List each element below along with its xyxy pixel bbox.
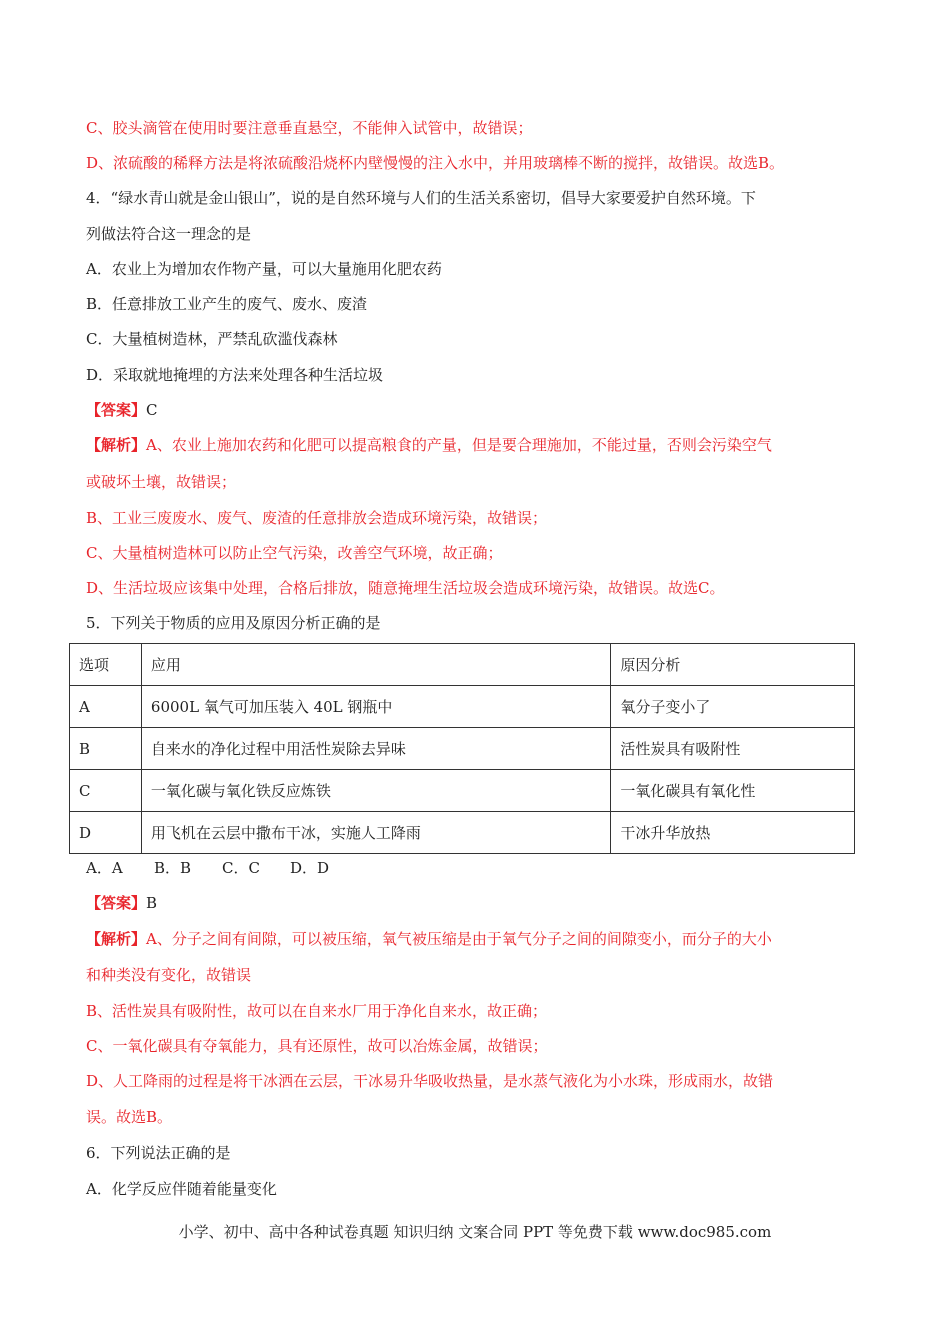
analysis-text: A、分子之间有间隙，可以被压缩，氧气被压缩是由于氧气分子之间的间隙变小，而分子的大小 (146, 930, 772, 948)
analysis-tag: 【解析】 (86, 930, 147, 948)
table-cell: 6000L 氧气可加压装入 40L 钢瓶中 (141, 686, 610, 728)
answer-value: C (146, 401, 158, 419)
table-cell: 活性炭具有吸附性 (611, 728, 855, 770)
table-cell: 一氧化碳与氧化铁反应炼铁 (141, 770, 610, 812)
question-4-answer (86, 400, 158, 420)
analysis-line: C、大量植树造林可以防止空气污染，改善空气环境，故正确； (86, 544, 503, 562)
table-header-cell: 选项 (70, 644, 142, 686)
analysis-line: C、一氧化碳具有夺氧能力，具有还原性，故可以冶炼金属，故错误； (86, 1037, 548, 1055)
option-a: A．A (86, 859, 123, 877)
table-cell: A (70, 686, 142, 728)
table-cell: B (70, 728, 142, 770)
answer-tag: 【答案】 (86, 894, 147, 912)
option-d: D．D (290, 859, 330, 877)
answer-tag: 【答案】 (86, 401, 147, 419)
analysis-line: C、胶头滴管在使用时要注意垂直悬空，不能伸入试管中，故错误； (86, 119, 533, 137)
analysis-line: 误。故选B。 (86, 1108, 173, 1126)
analysis-line: D、生活垃圾应该集中处理，合格后排放，随意掩埋生活垃圾会造成环境污染，故错误。故选C。 (86, 579, 725, 597)
table-header-cell: 原因分析 (611, 644, 855, 686)
table-cell: D (70, 812, 142, 854)
question-5-stem: 5．下列关于物质的应用及原因分析正确的是 (86, 614, 381, 632)
analysis-text: A、农业上施加农药和化肥可以提高粮食的产量，但是要合理施加，不能过量，否则会污染空气 (146, 436, 772, 454)
question-4-analysis (86, 435, 772, 455)
table-cell: 自来水的净化过程中用活性炭除去异味 (141, 728, 610, 770)
page-footer: 小学、初中、高中各种试卷真题 知识归纳 文案合同 PPT 等免费下载 www.doc985.com (178, 1223, 772, 1241)
question-4-stem-cont: 列做法符合这一理念的是 (86, 225, 252, 243)
question-4-option-c: C．大量植树造林，严禁乱砍滥伐森林 (86, 330, 338, 348)
analysis-line: 或破坏土壤，故错误； (86, 473, 237, 491)
question-6-option-a: A．化学反应伴随着能量变化 (86, 1180, 277, 1198)
option-b: B．B (154, 859, 192, 877)
table-cell: C (70, 770, 142, 812)
table-header-cell: 应用 (141, 644, 610, 686)
table-cell: 用飞机在云层中撒布干冰，实施人工降雨 (141, 812, 610, 854)
question-4-option-a: A．农业上为增加农作物产量，可以大量施用化肥农药 (86, 260, 442, 278)
table-row (70, 728, 855, 770)
answer-value: B (146, 894, 158, 912)
analysis-line: B、工业三废废水、废气、废渣的任意排放会造成环境污染，故错误； (86, 509, 548, 527)
question-5-options (86, 858, 329, 878)
table-cell: 氧分子变小了 (611, 686, 855, 728)
table-row (70, 686, 855, 728)
table-header-row (70, 644, 855, 686)
question-5-analysis (86, 929, 772, 949)
table-row (70, 812, 855, 854)
analysis-line: D、人工降雨的过程是将干冰洒在云层，干冰易升华吸收热量，是水蒸气液化为小水珠，形成雨水，故错 (86, 1072, 774, 1090)
question-5-answer (86, 893, 157, 913)
question-4-option-d: D．采取就地掩埋的方法来处理各种生活垃圾 (86, 366, 384, 384)
question-4-stem: 4．“绿水青山就是金山银山”，说的是自然环境与人们的生活关系密切，倡导大家要爱护自然环境。下 (86, 189, 756, 207)
question-5-table (69, 643, 855, 854)
option-c: C．C (222, 859, 260, 877)
table-cell: 一氧化碳具有氧化性 (611, 770, 855, 812)
question-4-option-b: B．任意排放工业产生的废气、废水、废渣 (86, 295, 368, 313)
analysis-tag: 【解析】 (86, 436, 147, 454)
table-cell: 干冰升华放热 (611, 812, 855, 854)
analysis-line: D、浓硫酸的稀释方法是将浓硫酸沿烧杯内壁慢慢的注入水中，并用玻璃棒不断的搅拌，故错误。故选B。 (86, 154, 785, 172)
table-row (70, 770, 855, 812)
analysis-line: 和种类没有变化，故错误 (86, 966, 252, 984)
question-6-stem: 6．下列说法正确的是 (86, 1144, 231, 1162)
analysis-line: B、活性炭具有吸附性，故可以在自来水厂用于净化自来水，故正确； (86, 1002, 548, 1020)
